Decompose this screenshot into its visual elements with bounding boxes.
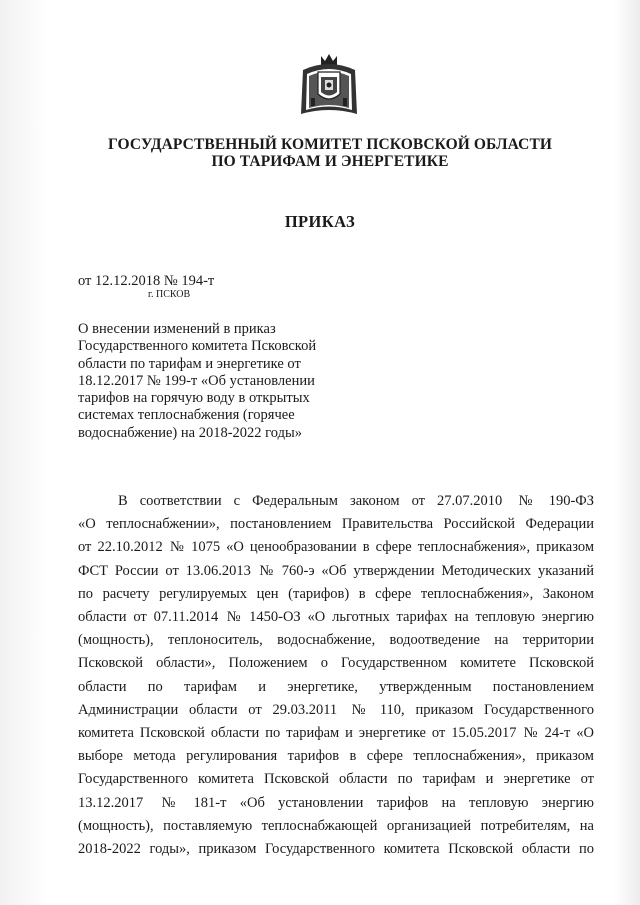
subject-line: Государственного комитета Псковской: [78, 338, 317, 355]
document-body: [78, 490, 594, 861]
body-line: выборе метода регулирования тарифов в сфере теплоснабжения», приказом: [78, 748, 594, 765]
body-line: по расчету регулируемых цен (тарифов) в сфере теплоснабжения», Законом: [78, 585, 594, 602]
body-line: «О теплоснабжении», постановлением Правительства Российской Федерации: [78, 516, 594, 533]
body-line: Администрации области от 29.03.2011 № 110, приказом Государственного: [78, 701, 594, 718]
coat-of-arms-icon: [299, 52, 359, 118]
document-date-number: от 12.12.2018 № 194-т: [78, 273, 215, 289]
body-line: комитета Псковской области по тарифам и энергетике от 15.05.2017 № 24-т «О: [78, 725, 594, 742]
subject-line: области по тарифам и энергетике от: [78, 355, 301, 372]
document-city: г. ПСКОВ: [148, 289, 191, 300]
organization-name-line2: ПО ТАРИФАМ И ЭНЕРГЕТИКЕ: [211, 153, 449, 170]
body-line: В соответствии с Федеральным законом от 27.07.2010 № 190-ФЗ: [118, 493, 594, 509]
body-line: ФСТ России от 13.06.2013 № 760-э «Об утверждении Методических указаний: [78, 562, 594, 579]
subject-line: водоснабжение) на 2018-2022 годы»: [78, 424, 302, 441]
body-line: области от 07.11.2014 № 1450-ОЗ «О льготных тарифах на тепловую энергию: [78, 609, 594, 626]
subject-line: О внесении изменений в приказ: [78, 321, 276, 337]
body-line: от 22.10.2012 № 1075 «О ценообразовании в сфере теплоснабжения», приказом: [78, 539, 594, 556]
subject-line: тарифов на горячую воду в открытых: [78, 390, 310, 407]
body-line: 13.12.2017 № 181-т «Об установлении тарифов на тепловую энергию: [78, 794, 594, 811]
subject-line: системах теплоснабжения (горячее: [78, 407, 295, 424]
organization-name-line1: ГОСУДАРСТВЕННЫЙ КОМИТЕТ ПСКОВСКОЙ ОБЛАСТИ: [107, 136, 553, 153]
body-line: Государственного комитета Псковской области по тарифам и энергетике от: [78, 771, 594, 788]
subject-line: 18.12.2017 № 199-т «Об установлении: [78, 372, 315, 389]
body-line: (мощность), теплоноситель, водоснабжение, водоотведение на территории: [78, 632, 594, 649]
document-subject: [78, 321, 358, 442]
document-title: ПРИКАЗ: [284, 212, 356, 231]
body-line: 2018-2022 годы», приказом Государственного комитета Псковской области по: [78, 841, 594, 858]
body-line: области по тарифам и энергетике, утвержденным постановлением: [78, 678, 594, 695]
body-line: Псковской области», Положением о Государственном комитете Псковской: [78, 655, 594, 672]
body-line: (мощность), поставляемую теплоснабжающей организацией потребителям, на: [78, 817, 594, 834]
